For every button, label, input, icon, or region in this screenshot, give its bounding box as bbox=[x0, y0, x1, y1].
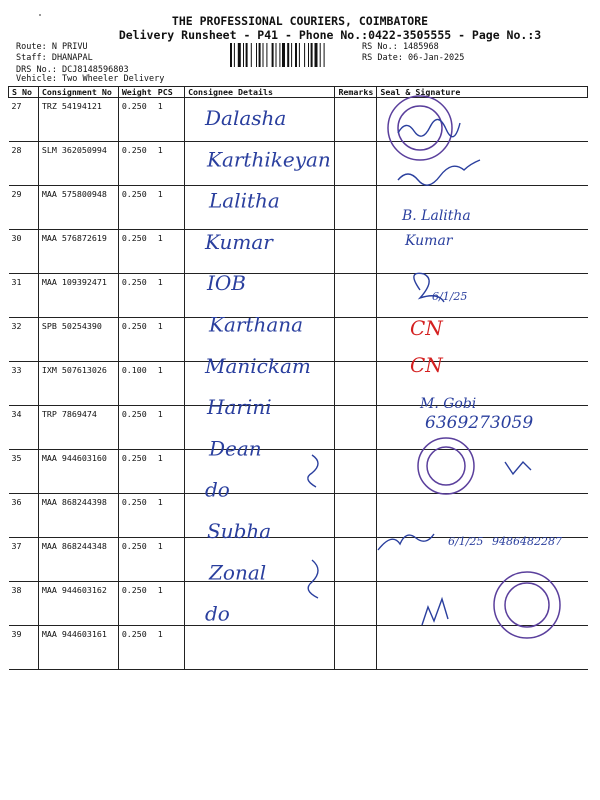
cell-seal bbox=[377, 538, 588, 582]
cell-weight: 0.100 bbox=[118, 362, 154, 406]
cell-consignee bbox=[185, 274, 335, 318]
table-row bbox=[9, 230, 588, 274]
table-row bbox=[9, 318, 588, 362]
barcode-image bbox=[230, 43, 356, 67]
cell-sno: 27 bbox=[9, 98, 39, 142]
cell-sno: 30 bbox=[9, 230, 39, 274]
cell-consignee bbox=[185, 450, 335, 494]
company-title: THE PROFESSIONAL COURIERS, COIMBATORE bbox=[171, 14, 429, 28]
cell-remarks bbox=[335, 538, 377, 582]
cell-weight: 0.250 bbox=[118, 274, 154, 318]
col-header-consignment: Consignment No bbox=[38, 87, 118, 98]
cell-weight: 0.250 bbox=[118, 538, 154, 582]
handwritten-seal-note: Kumar bbox=[405, 233, 453, 249]
col-header-sno: S No bbox=[9, 87, 39, 98]
handwritten-seal-note: B. Lalitha bbox=[402, 208, 471, 224]
handwritten-consignee-name: Karthana bbox=[209, 312, 304, 337]
cell-pcs: 1 bbox=[155, 582, 185, 626]
cell-remarks bbox=[335, 98, 377, 142]
cell-consignment: SLM 362050994 bbox=[38, 142, 118, 186]
cell-pcs: 1 bbox=[155, 142, 185, 186]
table-row bbox=[9, 450, 588, 494]
cell-consignment: MAA 868244398 bbox=[38, 494, 118, 538]
cell-weight: 0.250 bbox=[118, 318, 154, 362]
table-row bbox=[9, 538, 588, 582]
cell-seal bbox=[377, 186, 588, 230]
staff-label: Staff: DHANAPAL bbox=[16, 53, 93, 63]
cell-sno: 37 bbox=[9, 538, 39, 582]
handwritten-consignee-name: do bbox=[205, 477, 230, 502]
cell-consignment: MAA 944603161 bbox=[38, 626, 118, 670]
col-header-weight: Weight bbox=[118, 87, 154, 98]
cell-remarks bbox=[335, 318, 377, 362]
cell-consignment: TRZ 54194121 bbox=[38, 98, 118, 142]
handwritten-consignee-name: Karthikeyan bbox=[207, 147, 331, 172]
cell-consignee bbox=[185, 582, 335, 626]
cell-seal bbox=[377, 362, 588, 406]
handwritten-seal-note: CN bbox=[410, 316, 443, 340]
cell-consignee bbox=[185, 494, 335, 538]
handwritten-consignee-name: Zonal bbox=[209, 560, 267, 585]
cell-weight: 0.250 bbox=[118, 406, 154, 450]
cell-sno: 28 bbox=[9, 142, 39, 186]
cell-consignment: TRP 7869474 bbox=[38, 406, 118, 450]
cell-pcs: 1 bbox=[155, 98, 185, 142]
cell-sno: 36 bbox=[9, 494, 39, 538]
handwritten-consignee-name: IOB bbox=[207, 271, 246, 296]
cell-consignee bbox=[185, 98, 335, 142]
route-label: Route: N PRIVU bbox=[16, 42, 88, 52]
cell-pcs: 1 bbox=[155, 318, 185, 362]
cell-seal bbox=[377, 318, 588, 362]
cell-seal bbox=[377, 142, 588, 186]
handwritten-seal-note: 9486482287 bbox=[492, 535, 562, 548]
cell-consignment: SPB 50254390 bbox=[38, 318, 118, 362]
table-row bbox=[9, 582, 588, 626]
cell-remarks bbox=[335, 406, 377, 450]
cell-pcs: 1 bbox=[155, 230, 185, 274]
cell-seal bbox=[377, 494, 588, 538]
cell-consignee bbox=[185, 230, 335, 274]
cell-sno: 29 bbox=[9, 186, 39, 230]
cell-pcs: 1 bbox=[155, 186, 185, 230]
table-row bbox=[9, 274, 588, 318]
handwritten-seal-note: 6/1/25 bbox=[448, 535, 484, 548]
delivery-table bbox=[8, 86, 588, 670]
handwritten-consignee-name: Subha bbox=[207, 519, 272, 543]
cell-consignee bbox=[185, 186, 335, 230]
cell-remarks bbox=[335, 230, 377, 274]
cell-consignment: MAA 868244348 bbox=[38, 538, 118, 582]
rs-number: RS No.: 1485968 bbox=[362, 42, 439, 52]
cell-remarks bbox=[335, 274, 377, 318]
cell-pcs: 1 bbox=[155, 494, 185, 538]
table-header-row bbox=[9, 87, 588, 98]
cell-pcs: 1 bbox=[155, 538, 185, 582]
drs-number: DRS No.: DCJ8148596803 bbox=[16, 65, 129, 75]
cell-sno: 31 bbox=[9, 274, 39, 318]
cell-weight: 0.250 bbox=[118, 142, 154, 186]
cell-consignment: MAA 576872619 bbox=[38, 230, 118, 274]
cell-remarks bbox=[335, 142, 377, 186]
cell-consignment: MAA 575800948 bbox=[38, 186, 118, 230]
cell-consignee bbox=[185, 538, 335, 585]
cell-consignee bbox=[185, 362, 335, 406]
cell-sno: 33 bbox=[9, 362, 39, 406]
cell-sno: 39 bbox=[9, 626, 39, 670]
cell-sno: 35 bbox=[9, 450, 39, 494]
cell-seal bbox=[377, 450, 588, 494]
cell-seal bbox=[377, 406, 588, 450]
cell-consignment: MAA 944603162 bbox=[38, 582, 118, 626]
handwritten-consignee-name: Lalitha bbox=[209, 188, 280, 213]
cell-seal bbox=[377, 582, 588, 626]
cell-seal bbox=[377, 230, 588, 274]
cell-sno: 38 bbox=[9, 582, 39, 626]
rs-date: RS Date: 06-Jan-2025 bbox=[362, 53, 465, 63]
handwritten-seal-note: 6/1/25 bbox=[432, 290, 468, 303]
cell-remarks bbox=[335, 582, 377, 626]
cell-consignment: IXM 507613026 bbox=[38, 362, 118, 406]
handwritten-consignee-name: Dean bbox=[209, 436, 262, 461]
table-row bbox=[9, 362, 588, 406]
handwritten-consignee-name: Kumar bbox=[205, 229, 273, 254]
col-header-pcs: PCS bbox=[155, 87, 185, 98]
cell-seal bbox=[377, 98, 588, 142]
handwritten-seal-note: 6369273059 bbox=[425, 413, 534, 433]
table-row bbox=[9, 626, 588, 670]
table-row bbox=[9, 142, 588, 186]
cell-pcs: 1 bbox=[155, 362, 185, 406]
cell-remarks bbox=[335, 626, 377, 670]
cell-weight: 0.250 bbox=[118, 230, 154, 274]
cell-consignment: MAA 944603160 bbox=[38, 450, 118, 494]
cell-pcs: 1 bbox=[155, 274, 185, 318]
handwritten-consignee-name: Manickam bbox=[205, 353, 311, 378]
vehicle-label: Vehicle: Two Wheeler Delivery bbox=[16, 74, 165, 84]
cell-consignment: MAA 109392471 bbox=[38, 274, 118, 318]
cell-weight: 0.250 bbox=[118, 494, 154, 538]
cell-pcs: 1 bbox=[155, 626, 185, 670]
cell-sno: 34 bbox=[9, 406, 39, 450]
table-row bbox=[9, 406, 588, 450]
cell-weight: 0.250 bbox=[118, 186, 154, 230]
cell-pcs: 1 bbox=[155, 450, 185, 494]
cell-remarks bbox=[335, 494, 377, 538]
handwritten-consignee-name: do bbox=[205, 601, 230, 626]
col-header-seal: Seal & Signature bbox=[377, 87, 588, 98]
cell-weight: 0.250 bbox=[118, 626, 154, 670]
runsheet-subtitle: Delivery Runsheet - P41 - Phone No.:0422-3505555 - Page No.:3 bbox=[118, 28, 542, 42]
cell-consignee bbox=[185, 142, 335, 186]
cell-weight: 0.250 bbox=[118, 582, 154, 626]
cell-sno: 32 bbox=[9, 318, 39, 362]
handwritten-consignee-name: Harini bbox=[207, 395, 272, 420]
col-header-remarks: Remarks bbox=[335, 87, 377, 98]
cell-consignee bbox=[185, 626, 335, 670]
cell-remarks bbox=[335, 362, 377, 406]
cell-consignee bbox=[185, 406, 335, 450]
handwritten-seal-note: M. Gobi bbox=[420, 396, 477, 412]
table-row bbox=[9, 186, 588, 230]
col-header-consignee: Consignee Details bbox=[185, 87, 335, 98]
cell-consignee bbox=[185, 318, 335, 362]
cell-weight: 0.250 bbox=[118, 98, 154, 142]
handwritten-consignee-name: Dalasha bbox=[205, 106, 287, 130]
cell-pcs: 1 bbox=[155, 406, 185, 450]
cell-remarks bbox=[335, 186, 377, 230]
cell-seal bbox=[377, 626, 588, 670]
handwritten-seal-note: CN bbox=[410, 353, 443, 377]
cell-weight: 0.250 bbox=[118, 450, 154, 494]
cell-remarks bbox=[335, 450, 377, 494]
table-row bbox=[9, 494, 588, 538]
table-row bbox=[9, 98, 588, 142]
cell-seal bbox=[377, 274, 588, 318]
